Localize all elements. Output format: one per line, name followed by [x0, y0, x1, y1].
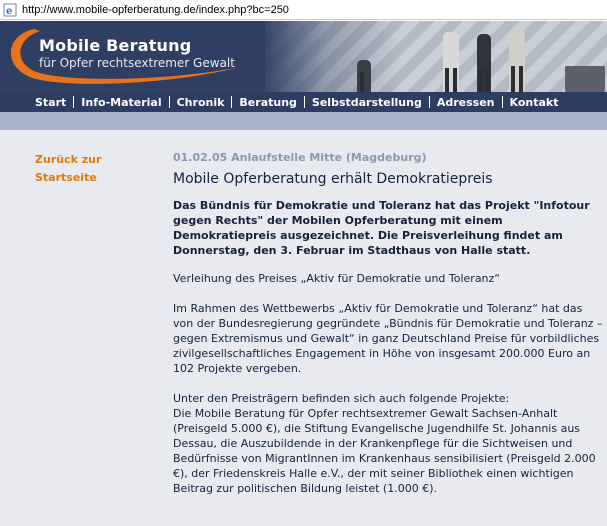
article — [173, 151, 603, 496]
nav-info-material[interactable]: Info-Material — [81, 95, 162, 109]
back-to-home-link[interactable]: Zurück zur Startseite — [35, 153, 102, 184]
article-paragraph: Unter den Preisträgern befinden sich auch folgende Projekte: Die Mobile Beratung für Opfer rechtsextremer Gewalt Sachsen-Anhalt (Preisgeld 5.000 €), die Stiftung Evangelische Jugendhilfe St. Johannis aus Dessau, die Auszubildende in der Krankenpflege für die Sichtweisen und Bedürfnisse von MigrantInnen im Krankenhaus sensibilisiert (Preisgeld 2.000 €), der Friedenskreis Halle e.V., der mit seiner Bibliothek einen wichtigen Beitrag zur politischen Bildung leistet (1.000 €). — [173, 392, 596, 495]
nav-adressen[interactable]: Adressen — [436, 95, 495, 109]
sub-navigation-bar — [0, 112, 607, 130]
article-lead: Das Bündnis für Demokratie und Toleranz hat das Projekt "Infotour gegen Rechts" der Mobilen Opferberatung mit einem Demokratiepreis ausgezeichnet. Die Preisverleihung findet am Donnerstag, den 3. Februar im Stadthaus von Halle statt. — [173, 199, 590, 257]
header-photo — [265, 21, 607, 92]
nav-beratung[interactable]: Beratung — [239, 95, 297, 109]
article-dateline: 01.02.05 Anlaufstelle Mitte (Magdeburg) — [173, 151, 427, 164]
site-header-banner — [0, 21, 607, 92]
main-navigation — [0, 92, 607, 112]
logo-subtitle: für Opfer rechtsextremer Gewalt — [39, 56, 235, 70]
nav-start[interactable]: Start — [35, 95, 67, 109]
logo-title[interactable]: Mobile Beratung — [39, 36, 192, 55]
nav-kontakt[interactable]: Kontakt — [509, 95, 559, 109]
nav-chronik[interactable]: Chronik — [176, 95, 225, 109]
url-text[interactable]: http://www.mobile-opferberatung.de/index.php?bc=250 — [22, 3, 289, 16]
article-paragraph: Verleihung des Preises „Aktiv für Demokratie und Toleranz“ — [173, 272, 501, 285]
article-paragraph: Im Rahmen des Wettbewerbs „Aktiv für Demokratie und Toleranz“ hat das von der Bundesregierung gegründete „Bündnis für Demokratie und Toleranz – gegen Extremismus und Gewalt“ in ganz Deutschland Preise für vorbildliches zivilgesellschaftliches Engagement in Höhe von insgesamt 200.000 Euro an 102 Projekte vergeben. — [173, 302, 603, 375]
article-headline: Mobile Opferberatung erhält Demokratiepreis — [173, 171, 493, 187]
nav-selbstdarstellung[interactable]: Selbstdarstellung — [311, 95, 422, 109]
page-icon — [3, 3, 17, 17]
address-bar[interactable] — [0, 0, 607, 20]
svg-text:e: e — [6, 5, 13, 17]
